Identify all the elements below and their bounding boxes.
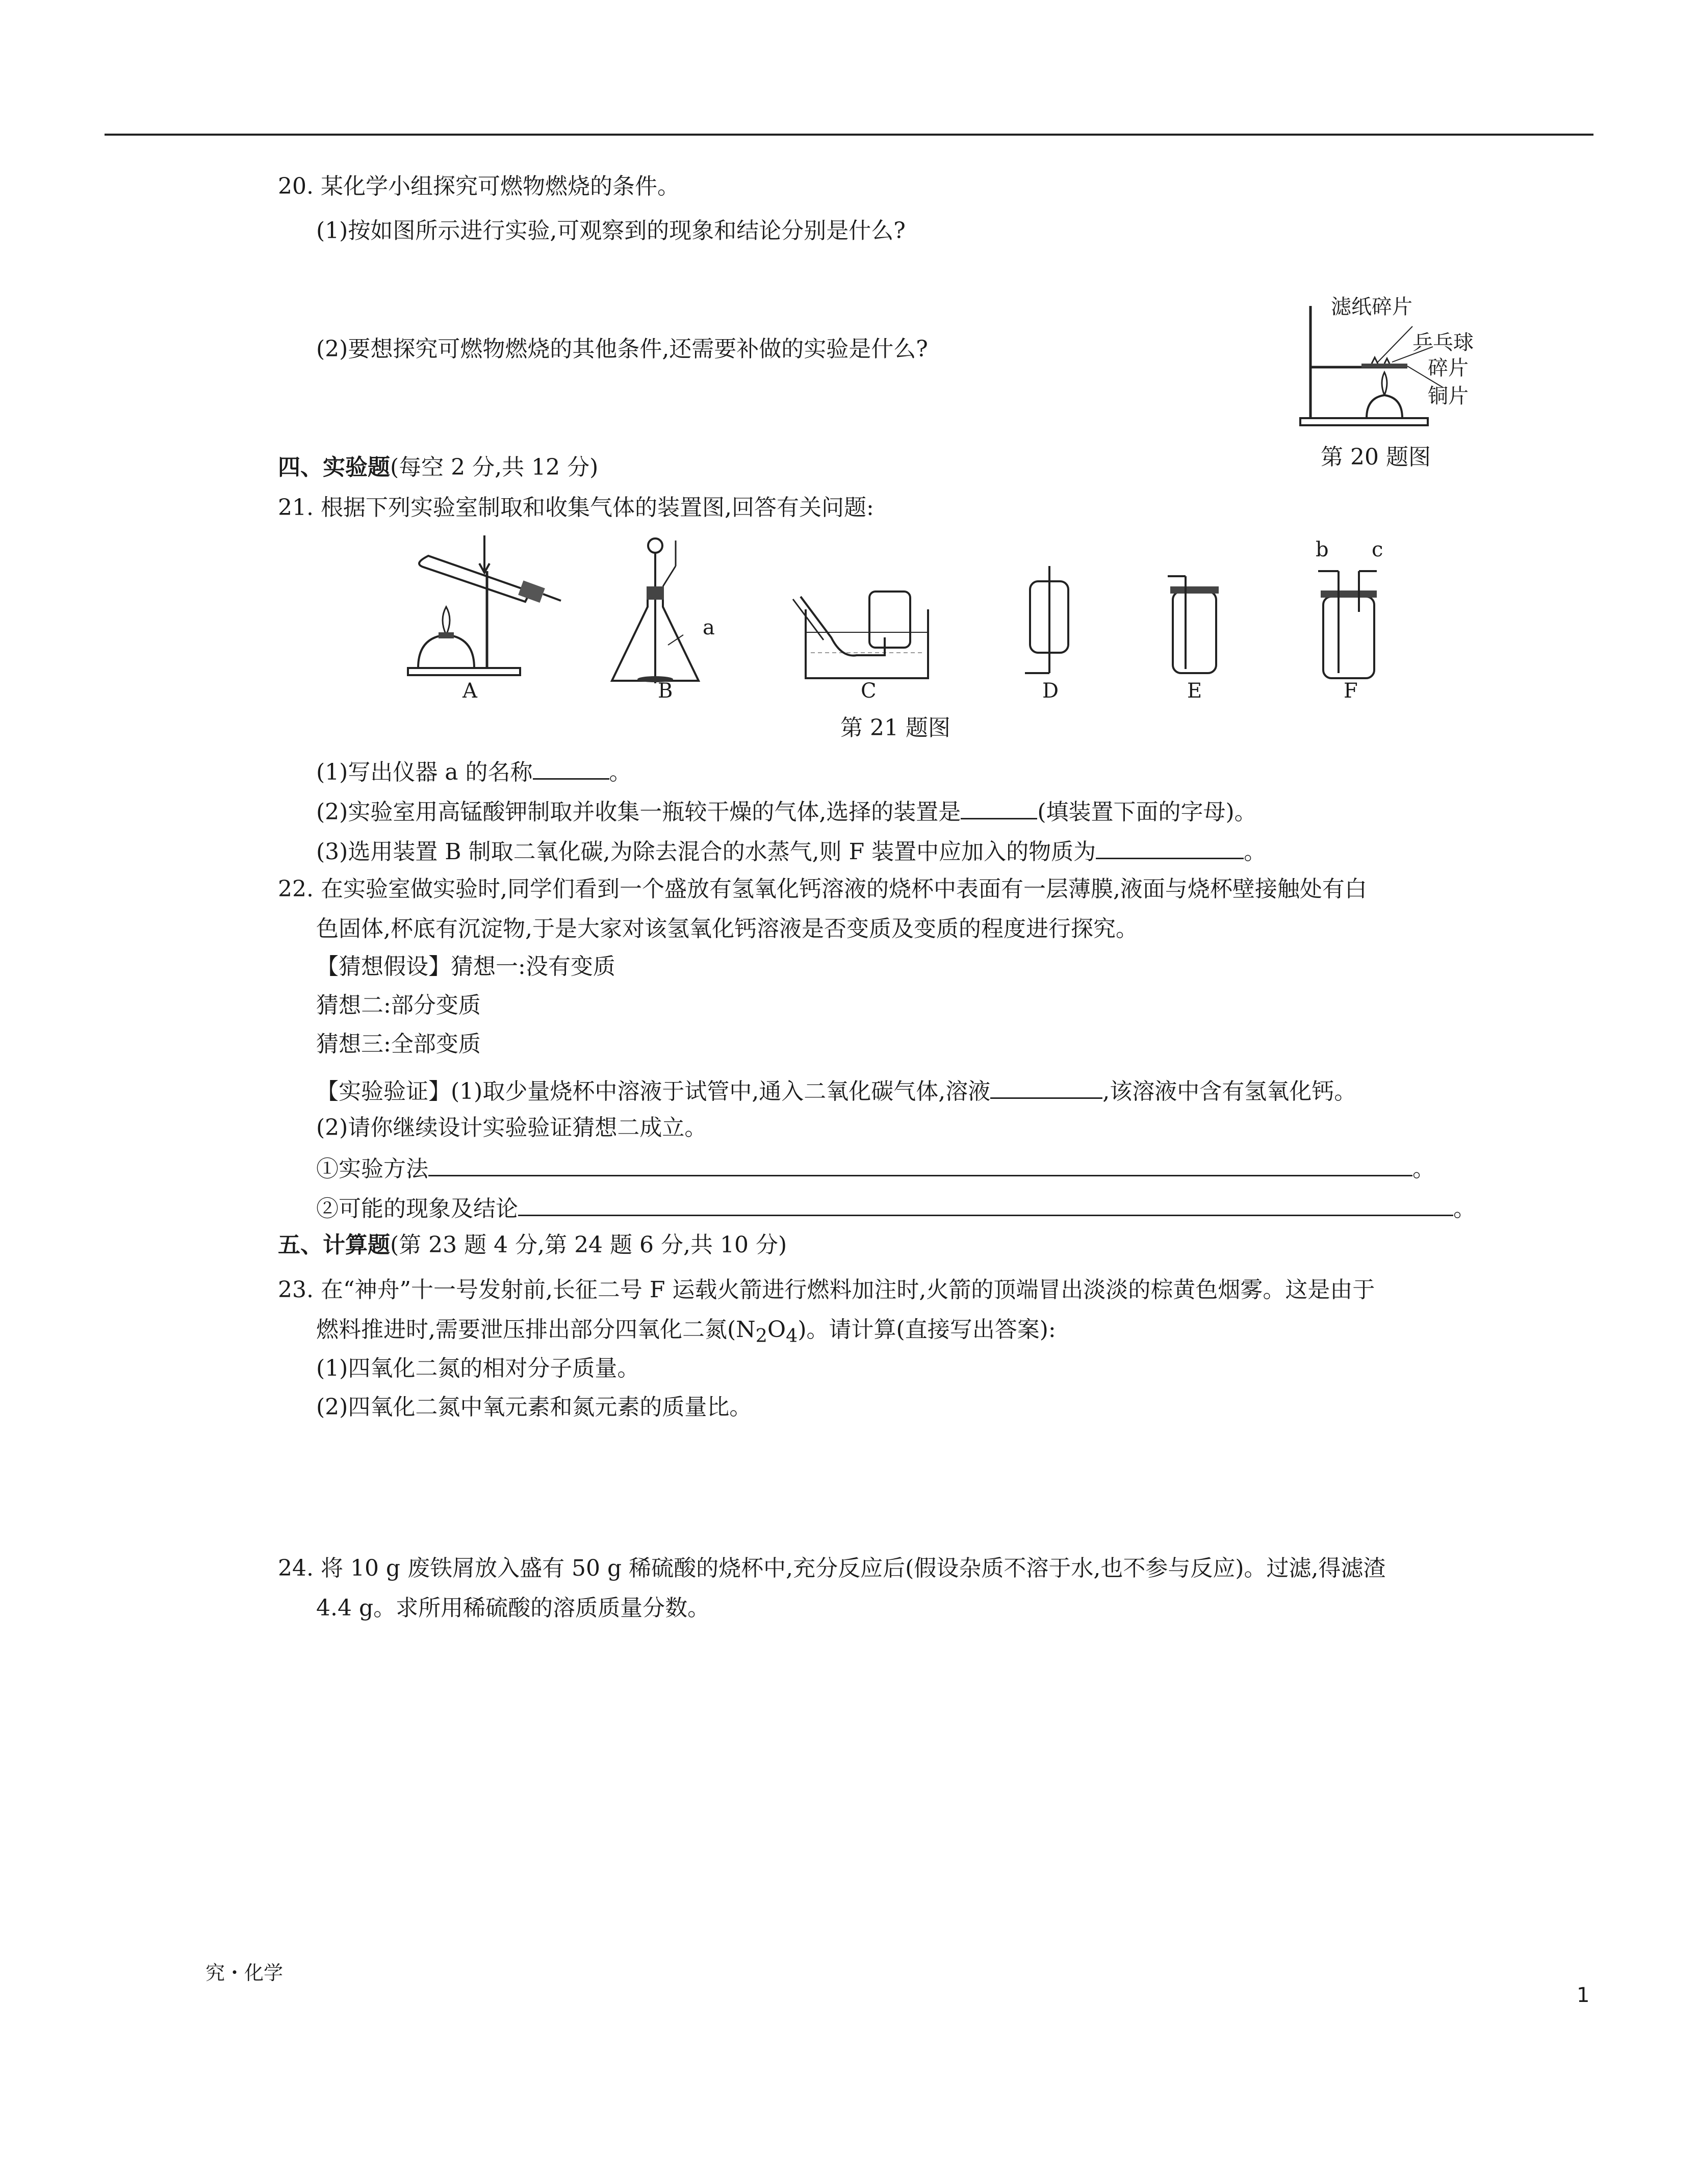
- section-5-heading: [278, 1230, 787, 1261]
- section-5-title: 五、计算题: [278, 1232, 390, 1258]
- figure-20-label-copper: 铜片: [1428, 384, 1469, 408]
- page-number: 1: [1577, 1984, 1590, 2007]
- section-4-title: 四、实验题: [278, 454, 390, 480]
- q23-part2: (2)四氧化二氮中氧元素和氮元素的质量比。: [316, 1394, 752, 1420]
- q22-verify-1-text: 【实验验证】(1)取少量烧杯中溶液于试管中,通入二氧化碳气体,溶液: [316, 1078, 991, 1104]
- figure-20-caption: 第 20 题图: [1321, 444, 1431, 470]
- header-rule: [105, 134, 1593, 136]
- q24-line2: 4.4 g。求所用稀硫酸的溶质质量分数。: [316, 1595, 710, 1621]
- figure-20-label-pingpong: 乒乓球: [1412, 331, 1474, 354]
- q22-hypothesis-3: 猜想三:全部变质: [316, 1031, 481, 1057]
- q23-sub-2: 2: [755, 1324, 767, 1347]
- figure-20-label-fragments: 碎片: [1428, 356, 1469, 380]
- q22-method-end: 。: [1412, 1156, 1435, 1182]
- figure-21: [398, 535, 1418, 709]
- figure-21-caption: 第 21 题图: [840, 715, 950, 741]
- q23-part1: (1)四氧化二氮的相对分子质量。: [316, 1355, 640, 1381]
- q21-part3-blank[interactable]: [1096, 834, 1244, 859]
- q22-verify-1-blank[interactable]: [990, 1074, 1102, 1099]
- figure-21-label-c: c: [1372, 538, 1383, 561]
- apparatus-label-e: E: [1187, 679, 1202, 703]
- q20-stem: 20. 某化学小组探究可燃物燃烧的条件。: [278, 173, 680, 199]
- q21-part2: [316, 794, 1257, 828]
- apparatus-label-f: F: [1344, 679, 1358, 703]
- q22-method-blank[interactable]: [428, 1151, 1412, 1176]
- q23-line1: 23. 在“神舟”十一号发射前,长征二号 F 运载火箭进行燃料加注时,火箭的顶端冒出淡淡的棕黄色烟雾。这是由于: [278, 1277, 1375, 1303]
- section-4-heading: [278, 452, 598, 483]
- q23-line2: [316, 1315, 1056, 1351]
- q23-line2-text: 燃料推进时,需要泄压排出部分四氧化二氮(N: [316, 1317, 756, 1343]
- q21-part2-end: (填装置下面的字母)。: [1037, 799, 1257, 825]
- figure-21-label-a: a: [703, 616, 715, 639]
- figure-21-label-b: b: [1316, 538, 1329, 561]
- apparatus-d: [1025, 566, 1068, 673]
- q23-sub-4: 4: [786, 1324, 798, 1347]
- q21-stem: 21. 根据下列实验室制取和收集气体的装置图,回答有关问题:: [278, 495, 874, 521]
- q22-method-label: ①实验方法: [316, 1156, 428, 1182]
- apparatus-label-c: C: [861, 679, 877, 703]
- apparatus-c: [793, 592, 928, 678]
- q22-hypothesis-1: 【猜想假设】猜想一:没有变质: [316, 954, 615, 980]
- q22-result: [316, 1191, 1476, 1224]
- figure-20-label-filter-paper: 滤纸碎片: [1331, 295, 1412, 319]
- q21-part3-text: (3)选用装置 B 制取二氧化碳,为除去混合的水蒸气,则 F 装置中应加入的物质为: [316, 839, 1096, 865]
- q23-oxygen: O: [767, 1317, 786, 1343]
- q22-result-blank[interactable]: [518, 1191, 1453, 1216]
- apparatus-b: [612, 538, 699, 683]
- q22-result-end: 。: [1453, 1196, 1476, 1222]
- q21-part3-end: 。: [1244, 839, 1267, 865]
- q22-verify-2: (2)请你继续设计实验验证猜想二成立。: [316, 1115, 707, 1141]
- figure-20: [1290, 291, 1484, 428]
- apparatus-label-d: D: [1042, 679, 1059, 703]
- q22-stem-line1: 22. 在实验室做实验时,同学们看到一个盛放有氢氧化钙溶液的烧杯中表面有一层薄膜,液面与烧杯壁接触处有白: [278, 876, 1367, 902]
- q21-part1: [316, 755, 632, 788]
- q21-part2-blank[interactable]: [961, 794, 1037, 819]
- footer-subject: 究・化学: [205, 1962, 284, 1984]
- q22-verify-1-end: ,该溶液中含有氢氧化钙。: [1102, 1078, 1357, 1104]
- q22-hypothesis-2: 猜想二:部分变质: [316, 992, 481, 1018]
- q22-result-label: ②可能的现象及结论: [316, 1196, 518, 1222]
- figure-21-drawing: [398, 535, 1418, 709]
- q21-part2-text: (2)实验室用高锰酸钾制取并收集一瓶较干燥的气体,选择的装置是: [316, 799, 961, 825]
- apparatus-label-a: A: [462, 679, 477, 703]
- q20-part2: (2)要想探究可燃物燃烧的其他条件,还需要补做的实验是什么?: [316, 336, 928, 362]
- q21-part3: [316, 834, 1266, 867]
- apparatus-e: [1168, 576, 1219, 673]
- q22-stem-line2: 色固体,杯底有沉淀物,于是大家对该氢氧化钙溶液是否变质及变质的程度进行探究。: [316, 916, 1138, 942]
- q24-line1: 24. 将 10 g 废铁屑放入盛有 50 g 稀硫酸的烧杯中,充分反应后(假设杂质不溶于水,也不参与反应)。过滤,得滤渣: [278, 1555, 1386, 1581]
- q21-part1-text: (1)写出仪器 a 的名称: [316, 759, 533, 785]
- q21-part1-blank[interactable]: [533, 755, 609, 780]
- section-4-note: (每空 2 分,共 12 分): [390, 454, 599, 480]
- section-5-note: (第 23 题 4 分,第 24 题 6 分,共 10 分): [390, 1232, 787, 1258]
- apparatus-f: [1318, 571, 1377, 678]
- q23-line2-end: )。请计算(直接写出答案):: [798, 1317, 1056, 1343]
- q21-part1-end: 。: [609, 759, 632, 785]
- q20-part1: (1)按如图所示进行实验,可观察到的现象和结论分别是什么?: [316, 218, 906, 244]
- q22-verify-1: [316, 1074, 1356, 1107]
- q22-method: [316, 1151, 1435, 1185]
- apparatus-a: [408, 535, 561, 675]
- apparatus-label-b: B: [658, 679, 673, 703]
